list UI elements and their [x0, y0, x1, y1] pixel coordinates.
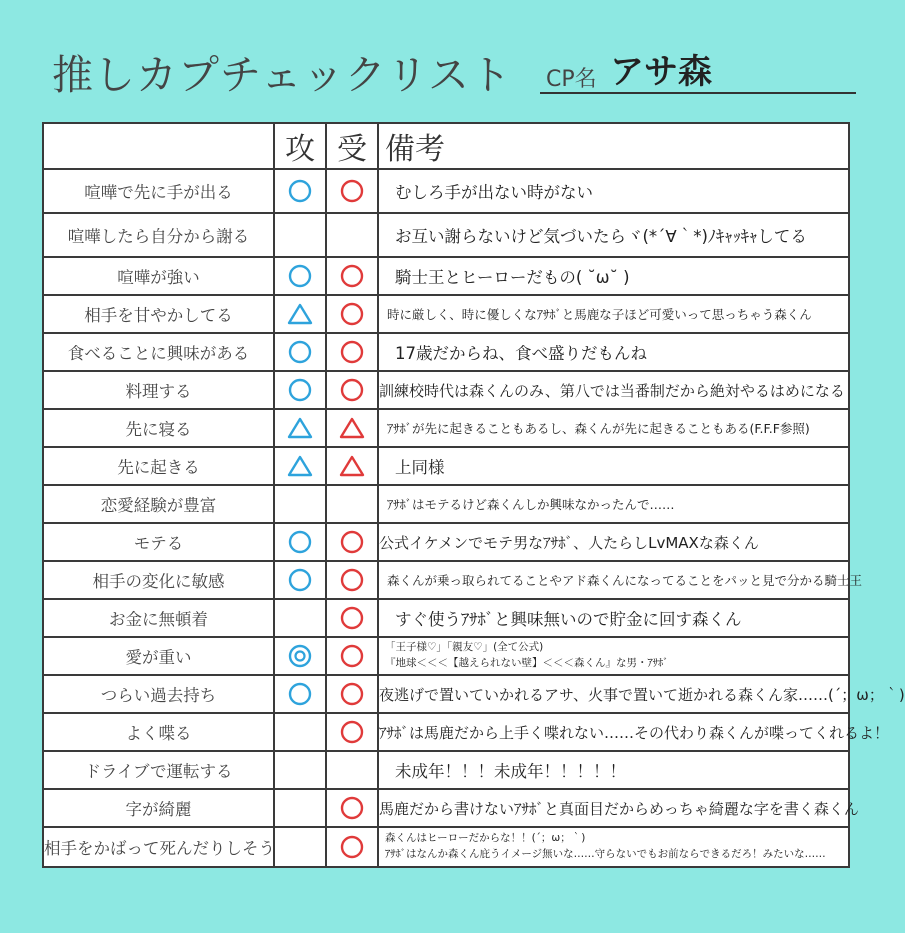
row-seme-cell	[274, 713, 326, 751]
row-note	[378, 637, 849, 675]
row-note	[378, 827, 849, 867]
cp-label: CP名	[546, 67, 597, 92]
header-seme: 攻	[274, 123, 326, 169]
table-row	[43, 213, 849, 257]
circle-mark-icon	[285, 263, 315, 289]
row-uke-cell	[326, 523, 378, 561]
row-note	[378, 447, 849, 485]
row-item-label: つらい過去持ち	[43, 675, 274, 713]
circle-mark-icon	[285, 529, 315, 555]
table-row	[43, 333, 849, 371]
row-item-label: 愛が重い	[43, 637, 274, 675]
row-uke-cell	[326, 561, 378, 599]
row-uke-cell	[326, 333, 378, 371]
circle-mark-icon	[337, 178, 367, 204]
row-uke-cell	[326, 675, 378, 713]
note-line: むしろ手が出ない時がない	[395, 183, 593, 202]
note-line: すぐ使うｱｻﾎﾞと興味無いので貯金に回す森くん	[395, 610, 742, 629]
cp-underline	[540, 92, 856, 94]
note-line: 夜逃げで置いていかれるアサ、火事で置いて逝かれる森くん家……(´；ω；｀)	[379, 685, 905, 704]
row-item-label: ドライブで運転する	[43, 751, 274, 789]
row-uke-cell	[326, 789, 378, 827]
row-seme-cell	[274, 257, 326, 295]
row-note	[378, 409, 849, 447]
row-seme-cell	[274, 409, 326, 447]
checklist-table	[42, 122, 905, 868]
row-uke-cell	[326, 371, 378, 409]
table-row	[43, 485, 849, 523]
table-row	[43, 447, 849, 485]
triangle-mark-icon	[285, 453, 315, 479]
table-row	[43, 371, 849, 409]
circle-mark-icon	[285, 681, 315, 707]
note-line: 時に厳しく、時に優しくなｱｻﾎﾞと馬鹿な子ほど可愛いって思っちゃう森くん	[387, 307, 812, 322]
row-seme-cell	[274, 485, 326, 523]
row-uke-cell	[326, 827, 378, 867]
row-seme-cell	[274, 637, 326, 675]
circle-mark-icon	[337, 301, 367, 327]
double-circle-mark-icon	[285, 643, 315, 669]
row-seme-cell	[274, 561, 326, 599]
note-line: 森くんが乗っ取られてることやアド森くんになってることをパッと見で分かる騎士王	[387, 573, 863, 588]
note-line: 未成年！！！未成年！！！！！	[395, 762, 626, 781]
row-uke-cell	[326, 713, 378, 751]
row-note	[378, 257, 849, 295]
page-title: 推しカプチェックリスト	[52, 51, 512, 99]
row-seme-cell	[274, 523, 326, 561]
circle-mark-icon	[337, 605, 367, 631]
row-seme-cell	[274, 789, 326, 827]
row-note	[378, 333, 849, 371]
note-line: ｱｻﾎﾞはモテるけど森くんしか興味なかったんで……	[387, 497, 675, 512]
row-seme-cell	[274, 295, 326, 333]
row-note	[378, 713, 890, 751]
header-row	[43, 123, 849, 169]
row-item-label: 喧嘩で先に手が出る	[43, 169, 274, 213]
circle-mark-icon	[337, 643, 367, 669]
table-row	[43, 599, 849, 637]
table-row	[43, 713, 849, 751]
note-line: ｱｻﾎﾞが先に起きることもあるし、森くんが先に起きることもある(F.F.F参照)	[387, 421, 810, 436]
row-note	[378, 295, 849, 333]
table-row	[43, 637, 849, 675]
note-line: 訓練校時代は森くんのみ、第八では当番制だから絶対やるはめになる	[379, 381, 845, 400]
note-line: お互い謝らないけど気づいたらヾ(*´∀｀*)ﾉｷｬｯｷｬしてる	[395, 227, 807, 246]
triangle-mark-icon	[337, 415, 367, 441]
table-row	[43, 295, 849, 333]
row-uke-cell	[326, 599, 378, 637]
row-item-label: 先に起きる	[43, 447, 274, 485]
row-note	[378, 213, 849, 257]
row-item-label: 字が綺麗	[43, 789, 274, 827]
row-seme-cell	[274, 333, 326, 371]
table-row	[43, 523, 849, 561]
note-line: 「王子様♡」「親友♡」(全て公式)	[385, 641, 544, 654]
header-uke: 受	[326, 123, 378, 169]
row-seme-cell	[274, 169, 326, 213]
circle-mark-icon	[337, 681, 367, 707]
note-line: 森くんはヒーローだからな！！(´；ω；｀)	[385, 832, 586, 845]
header-note: 備考	[378, 123, 849, 169]
table-row	[43, 561, 849, 599]
row-uke-cell	[326, 751, 378, 789]
row-uke-cell	[326, 257, 378, 295]
checklist-rows	[43, 169, 905, 867]
circle-mark-icon	[337, 567, 367, 593]
triangle-mark-icon	[285, 301, 315, 327]
row-seme-cell	[274, 371, 326, 409]
row-uke-cell	[326, 169, 378, 213]
row-uke-cell	[326, 447, 378, 485]
circle-mark-icon	[285, 377, 315, 403]
row-seme-cell	[274, 827, 326, 867]
circle-mark-icon	[337, 339, 367, 365]
note-line: 17歳だからね、食べ盛りだもんね	[395, 344, 647, 363]
table-row	[43, 257, 849, 295]
table-row	[43, 789, 849, 827]
row-item-label: 料理する	[43, 371, 274, 409]
row-note	[378, 789, 859, 827]
circle-mark-icon	[337, 529, 367, 555]
row-uke-cell	[326, 295, 378, 333]
table-row	[43, 409, 849, 447]
note-line: 『地球＜＜＜【越えられない壁】＜＜＜森くん』な男・ｱｻﾎﾞ	[385, 657, 669, 669]
row-note	[378, 169, 849, 213]
row-item-label: よく喋る	[43, 713, 274, 751]
row-seme-cell	[274, 751, 326, 789]
row-item-label: 食べることに興味がある	[43, 333, 274, 371]
note-line: 馬鹿だから書けないｱｻﾎﾞと真面目だからめっちゃ綺麗な字を書く森くん	[379, 799, 859, 818]
circle-mark-icon	[337, 377, 367, 403]
note-line: 騎士王とヒーローだもの( ˘ω˘ )	[395, 268, 630, 287]
row-note	[378, 751, 849, 789]
triangle-mark-icon	[337, 453, 367, 479]
row-note	[378, 599, 849, 637]
row-item-label: お金に無頓着	[43, 599, 274, 637]
header-item	[43, 123, 274, 169]
row-seme-cell	[274, 599, 326, 637]
row-seme-cell	[274, 447, 326, 485]
row-item-label: 先に寝る	[43, 409, 274, 447]
row-note	[378, 485, 849, 523]
row-uke-cell	[326, 409, 378, 447]
row-item-label: 相手をかばって死んだりしそう	[43, 827, 274, 867]
row-item-label: 相手を甘やかしてる	[43, 295, 274, 333]
circle-mark-icon	[285, 567, 315, 593]
cp-name: アサ森	[610, 52, 712, 92]
row-seme-cell	[274, 213, 326, 257]
row-item-label: 相手の変化に敏感	[43, 561, 274, 599]
row-note	[378, 561, 863, 599]
circle-mark-icon	[285, 339, 315, 365]
row-item-label: 喧嘩したら自分から謝る	[43, 213, 274, 257]
row-uke-cell	[326, 213, 378, 257]
row-uke-cell	[326, 637, 378, 675]
note-line: ｱｻﾎﾞはなんか森くん庇うイメージ無いな……守らないでもお前ならできるだろ！みたいな……	[385, 848, 826, 860]
row-uke-cell	[326, 485, 378, 523]
circle-mark-icon	[337, 719, 367, 745]
row-note	[378, 675, 905, 713]
circle-mark-icon	[337, 795, 367, 821]
table-row	[43, 169, 849, 213]
circle-mark-icon	[337, 834, 367, 860]
row-seme-cell	[274, 675, 326, 713]
circle-mark-icon	[337, 263, 367, 289]
note-line: 公式イケメンでモテ男なｱｻﾎﾞ、人たらしLvMAXな森くん	[379, 533, 759, 552]
triangle-mark-icon	[285, 415, 315, 441]
table-row	[43, 751, 849, 789]
row-note	[378, 523, 849, 561]
row-note	[378, 371, 849, 409]
row-item-label: モテる	[43, 523, 274, 561]
row-item-label: 恋愛経験が豊富	[43, 485, 274, 523]
row-item-label: 喧嘩が強い	[43, 257, 274, 295]
table-row	[43, 675, 849, 713]
table-row	[43, 827, 849, 867]
circle-mark-icon	[285, 178, 315, 204]
note-line: ｱｻﾎﾞは馬鹿だから上手く喋れない……その代わり森くんが喋ってくれるよ！	[379, 723, 890, 742]
note-line: 上同様	[395, 458, 445, 477]
